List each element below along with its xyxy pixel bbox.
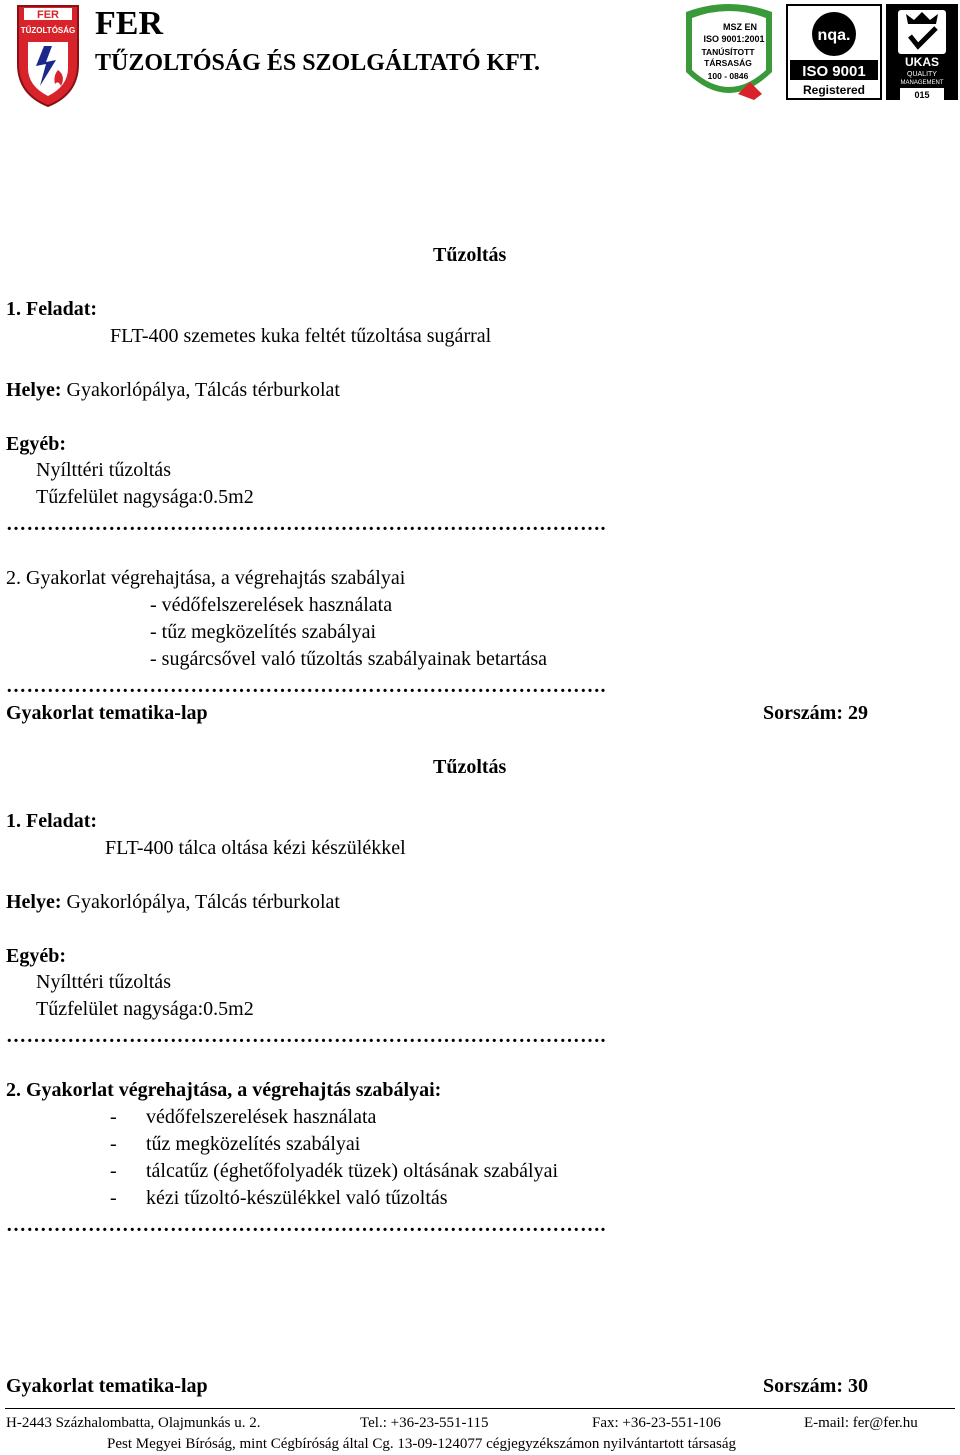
footer-divider [5,1408,955,1409]
ukas-management: MANAGEMENT [900,80,944,86]
section-2-place-label: Helye: [6,891,62,913]
section-1-other-label: Egyéb: [6,433,66,455]
footer-address: H-2443 Százhalombatta, Olajmunkás u. 2. [6,1415,261,1431]
section-1-serial-number: Sorszám: 29 [763,702,868,724]
section-2-task-text: FLT-400 tálca oltása kézi készülékkel [105,837,406,859]
section-2-exec-item: tűz megközelítés szabályai [146,1133,361,1155]
ukas-quality-management-logo [886,4,958,100]
section-1-exec-item: - sugárcsővel való tűzoltás szabályainak betartása [150,648,548,670]
section-1-exec-title: 2. Gyakorlat végrehajtása, a végrehajtás szabályai [6,567,406,589]
section-1-dotted-line: ……………………………………………………………………………. [6,513,606,535]
section-1-other-item: Tűzfelület nagysága:0.5m2 [36,486,254,508]
section-2-dotted-line: ……………………………………………………………………………. [6,1025,606,1047]
svg-text:FER: FER [37,9,59,21]
section-1-dotted-line-2: ……………………………………………………………………………. [6,675,606,697]
section-2-exec-bullet: - [110,1160,117,1182]
section-2-sheet-label: Gyakorlat tematika-lap [6,1375,208,1397]
nqa-text: nqa. [817,27,851,44]
section-2-title: Tűzoltás [433,756,507,778]
footer-registry: Pest Megyei Bíróság, mint Cégbíróság által Cg. 13-09-124077 cégjegyzékszámon nyilvántartott társaság [107,1436,737,1452]
ukas-number: 015 [914,90,930,100]
section-2-place [6,890,340,914]
section-1-task-label: 1. Feladat: [6,298,98,320]
section-2-serial-number: Sorszám: 30 [763,1375,868,1397]
section-2-exec-bullet: - [110,1106,117,1128]
registered-text: Registered [802,83,866,97]
footer-fax: Fax: +36-23-551-106 [592,1415,721,1431]
section-1-place-label: Helye: [6,379,62,401]
logo-text: TŰZOLTÓSÁG [20,26,76,35]
nqa-iso9001-logo [786,4,882,100]
section-2-other-label: Egyéb: [6,945,66,967]
section-2-exec-item: tálcatűz (éghetőfolyadék tüzek) oltásának szabályai [146,1160,559,1182]
section-2-other-item: Tűzfelület nagysága:0.5m2 [36,998,254,1020]
iso-text: ISO 9001 [802,63,866,80]
section-2-exec-bullet: - [110,1133,117,1155]
section-1-other-item: Nyílttéri tűzoltás [36,459,171,481]
fire-brigade-shield-logo [14,2,82,108]
ukas-text: UKAS [904,55,940,69]
msz-en-iso-certified-badge [678,2,780,102]
cert-line-1: MSZ EN [722,22,758,32]
cert-line-2: ISO 9001:2001 [703,34,765,44]
section-1-exec-item: - védőfelszerelések használata [150,594,393,616]
section-2-place-value: Gyakorlópálya, Tálcás térburkolat [66,891,340,913]
section-2-exec-title: 2. Gyakorlat végrehajtása, a végrehajtás szabályai: [6,1079,442,1101]
section-1-exec-item: - tűz megközelítés szabályai [150,621,377,643]
cert-line-4: TÁRSASÁG [704,58,752,68]
cert-line-3: TANÚSÍTOTT [701,47,755,57]
footer-email[interactable]: E-mail: fer@fer.hu [804,1415,918,1431]
section-2-other-item: Nyílttéri tűzoltás [36,971,171,993]
section-1-sheet-label: Gyakorlat tematika-lap [6,702,208,724]
section-2-task-label: 1. Feladat: [6,810,98,832]
section-2-exec-item: védőfelszerelések használata [146,1106,377,1128]
section-1-task-text: FLT-400 szemetes kuka feltét tűzoltása sugárral [110,325,492,347]
section-1-place-value: Gyakorlópálya, Tálcás térburkolat [66,379,340,401]
section-2-exec-bullet: - [110,1187,117,1209]
section-2-dotted-line-2: ……………………………………………………………………………. [6,1214,606,1236]
company-subtitle: TŰZOLTÓSÁG ÉS SZOLGÁLTATÓ KFT. [95,50,541,76]
section-2-exec-item: kézi tűzoltó-készülékkel való tűzoltás [146,1187,448,1209]
section-1-title: Tűzoltás [433,244,507,266]
footer-phone: Tel.: +36-23-551-115 [360,1415,489,1431]
section-1-place [6,378,340,402]
cert-line-5: 100 - 0846 [707,71,749,81]
company-name: FER [95,5,163,42]
ukas-quality: QUALITY [907,71,937,78]
